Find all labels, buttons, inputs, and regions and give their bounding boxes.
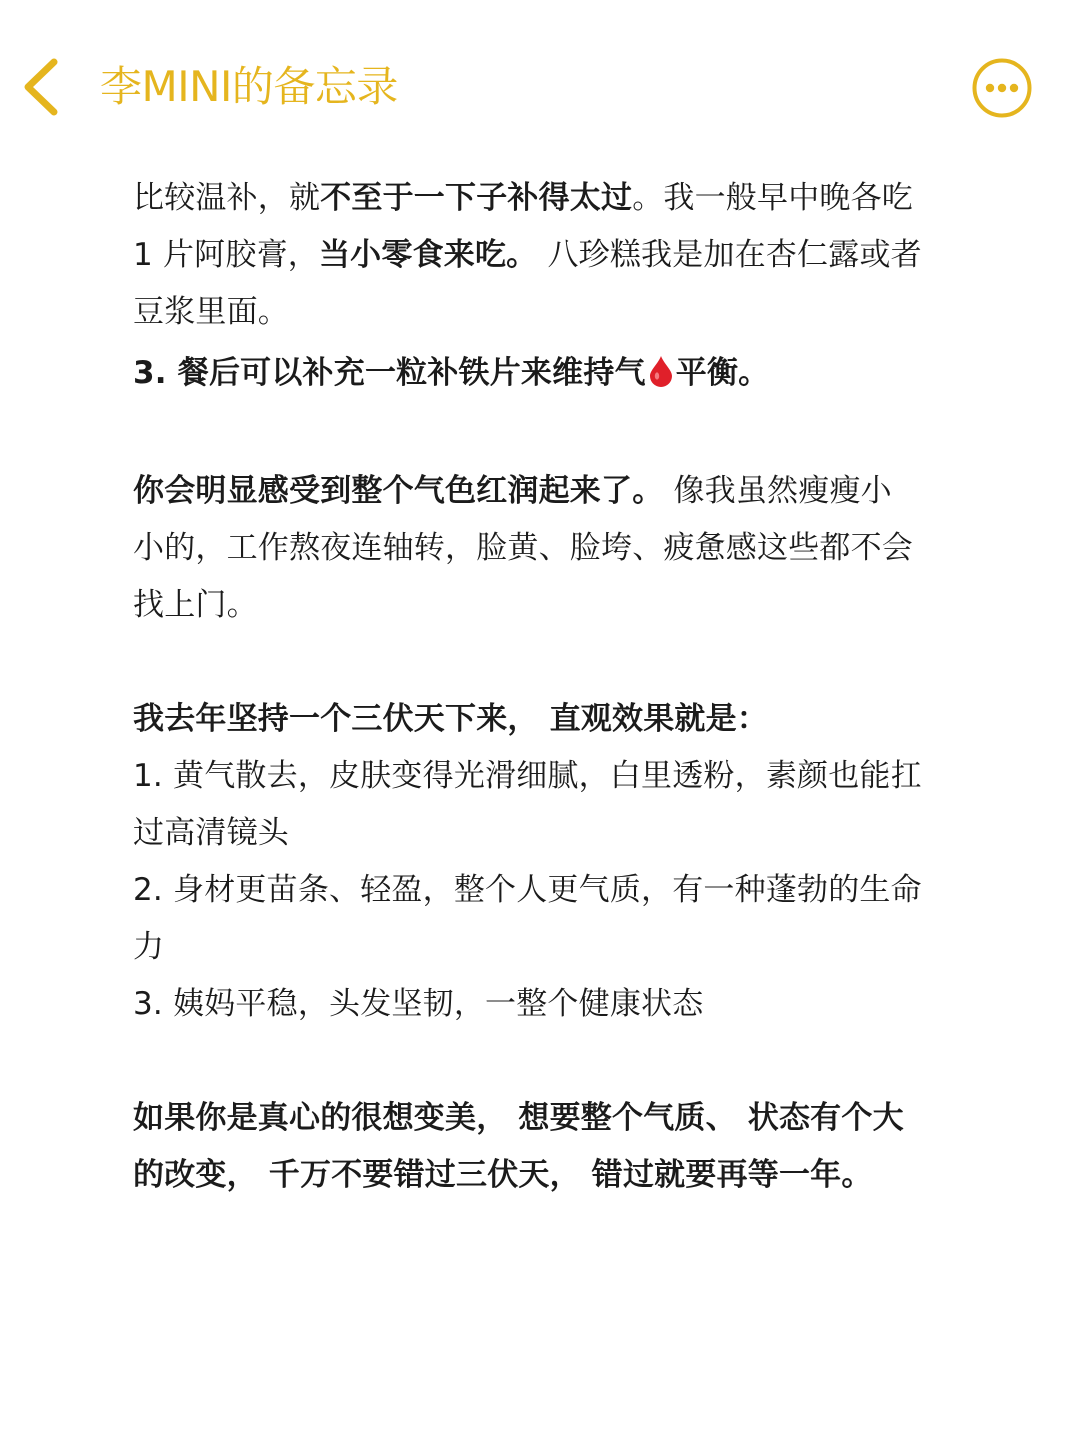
bold-text-line: 如果你是真心的很想变美， 想要整个气质、 状态有个大 bbox=[133, 1100, 904, 1136]
text-line: 找上门。 bbox=[133, 587, 258, 623]
text-line: 豆浆里面。 bbox=[133, 294, 289, 330]
blood-drop-icon bbox=[648, 349, 674, 406]
text-line bbox=[133, 237, 922, 273]
bold-text-line: 的改变， 千万不要错过三伏天， 错过就要再等一年。 bbox=[133, 1157, 873, 1193]
text-run: 像我虽然瘦瘦小 bbox=[663, 473, 892, 509]
text-run: 1 片阿胶膏， bbox=[133, 237, 319, 273]
more-dots-icon bbox=[971, 57, 1033, 119]
page-title: 李MINI的备忘录 bbox=[100, 62, 398, 111]
spacer bbox=[133, 406, 973, 463]
text-line bbox=[133, 473, 892, 509]
text-line bbox=[133, 180, 913, 216]
list-item: 2. 身材更苗条、轻盈，整个人更气质，有一种蓬勃的生命 bbox=[133, 872, 922, 908]
bold-text-run: 不至于一下子补得太过 bbox=[320, 180, 633, 216]
bold-text-run: 3. 餐后可以补充一粒补铁片来维持气 bbox=[133, 355, 646, 391]
note-body bbox=[133, 170, 973, 1204]
paragraph-conclusion bbox=[133, 1090, 973, 1204]
bold-text-run: 平衡。 bbox=[675, 355, 770, 391]
paragraph-intake bbox=[133, 170, 973, 341]
text-line: 小的，工作熬夜连轴转，脸黄、脸垮、疲惫感这些都不会 bbox=[133, 530, 913, 566]
list-item: 1. 黄气散去，皮肤变得光滑细腻，白里透粉，素颜也能扛 bbox=[133, 758, 922, 794]
text-run: 。我一般早中晚各吃 bbox=[632, 180, 914, 216]
list-item-continuation: 力 bbox=[133, 929, 165, 965]
spacer bbox=[133, 1033, 973, 1090]
paragraph-effect bbox=[133, 463, 973, 634]
chevron-left-icon bbox=[14, 54, 74, 120]
spacer bbox=[133, 634, 973, 691]
bold-text-run: 你会明显感受到整个气色红润起来了。 bbox=[133, 473, 664, 509]
paragraph-iron-tip bbox=[133, 345, 973, 406]
bold-heading: 我去年坚持一个三伏天下来， 直观效果就是： bbox=[133, 701, 768, 737]
list-item-continuation: 过高清镜头 bbox=[133, 815, 289, 851]
text-run: 比较温补，就 bbox=[133, 180, 321, 216]
text-run: 八珍糕我是加在杏仁露或者 bbox=[537, 237, 922, 273]
back-button[interactable] bbox=[14, 54, 74, 120]
more-options-button[interactable] bbox=[971, 57, 1033, 119]
top-bar bbox=[0, 0, 1080, 175]
paragraph-results bbox=[133, 691, 973, 1033]
bold-text-run: 当小零食来吃。 bbox=[318, 237, 538, 273]
list-item: 3. 姨妈平稳，头发坚韧，一整个健康状态 bbox=[133, 986, 704, 1022]
